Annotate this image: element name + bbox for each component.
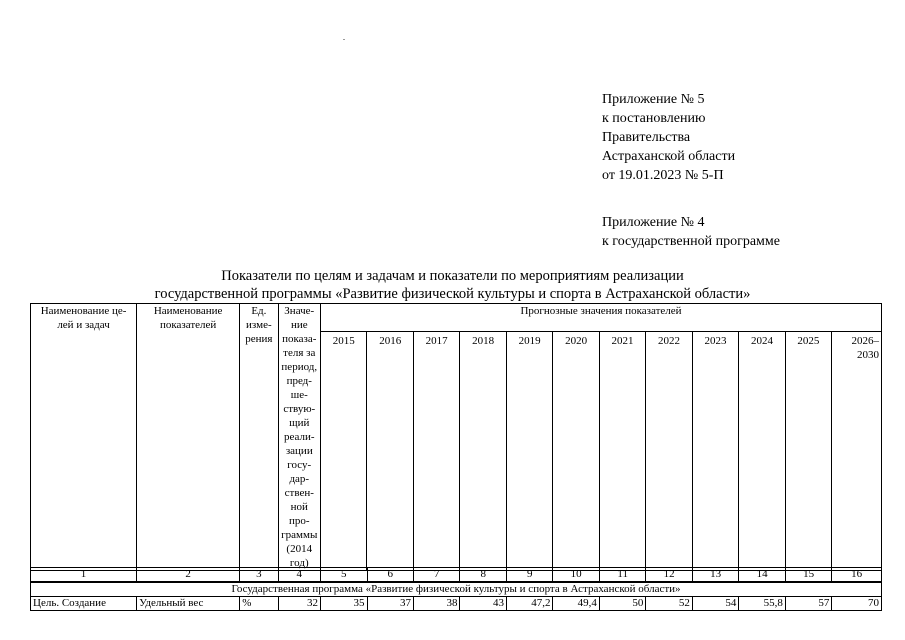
document-title-line-2: государственной программы «Развитие физической культуры и спорта в Астраханской области»: [154, 286, 751, 302]
header-year: 2022: [646, 332, 692, 571]
column-number: 11: [599, 568, 645, 582]
header-year: 2025: [785, 332, 831, 571]
column-number: 4: [278, 568, 320, 582]
header-unit: Ед. изме- рения: [240, 304, 278, 571]
header-year: 2018: [460, 332, 506, 571]
appendix-5-line: Астраханской области: [602, 149, 736, 164]
row-value: 54: [692, 597, 738, 611]
row-value: 50: [599, 597, 645, 611]
row-goal: Цель. Создание: [31, 597, 137, 611]
header-forecast: Прогнозные значения показателей: [320, 304, 881, 332]
program-row-title: Государственная программа «Развитие физической культуры и спорта в Астраханской области»: [31, 583, 882, 597]
header-year: 2019: [506, 332, 552, 571]
column-number: 6: [367, 568, 413, 582]
header-base-value: Значе- ние показа- теля за период, пред- ше- ствую- щий реали- зации госу- дар- ствен- ной про- граммы (2014 год): [278, 304, 320, 571]
row-value: 43: [460, 597, 506, 611]
header-year: 2016: [367, 332, 413, 571]
column-number: 9: [506, 568, 552, 582]
column-number: 13: [692, 568, 738, 582]
appendix-5-line: Правительства: [602, 130, 691, 145]
row-value: 32: [278, 597, 320, 611]
column-number: 15: [785, 568, 831, 582]
header-year: 2024: [739, 332, 785, 571]
column-number: 7: [413, 568, 459, 582]
appendix-5-line: Приложение № 5: [602, 92, 705, 107]
header-year: 2020: [553, 332, 599, 571]
header-year: 2021: [599, 332, 645, 571]
column-number: 5: [321, 568, 367, 582]
column-number: 10: [553, 568, 599, 582]
row-value: 47,2: [506, 597, 552, 611]
row-value: 37: [367, 597, 413, 611]
header-year: 2015: [320, 332, 366, 571]
appendix-4-line: к государственной программе: [602, 234, 780, 249]
row-indicator: Удельный вес: [137, 597, 240, 611]
appendix-4-block: [602, 213, 780, 251]
row-value: 52: [646, 597, 692, 611]
header-year: 2026– 2030: [832, 332, 882, 571]
row-value: 70: [832, 597, 882, 611]
table-row: [31, 597, 882, 611]
row-value: 38: [413, 597, 459, 611]
column-number: 1: [31, 568, 137, 582]
column-number: 16: [832, 568, 882, 582]
row-value: 57: [785, 597, 831, 611]
scan-speck: [343, 39, 345, 40]
appendix-4-line: Приложение № 4: [602, 215, 705, 230]
data-row-table: [30, 596, 882, 611]
row-value: 49,4: [553, 597, 599, 611]
indicators-header-table: [30, 303, 882, 571]
column-number: 2: [137, 568, 240, 582]
header-year: 2023: [692, 332, 738, 571]
column-number: 14: [739, 568, 785, 582]
appendix-5-line: к постановлению: [602, 111, 706, 126]
column-number: 3: [240, 568, 278, 582]
row-unit: %: [240, 597, 278, 611]
appendix-5-line: от 19.01.2023 № 5-П: [602, 168, 724, 183]
column-number-row: [30, 567, 882, 582]
header-goals: Наименование це- лей и задач: [31, 304, 137, 571]
appendix-5-block: [602, 90, 735, 185]
column-number: 12: [646, 568, 692, 582]
column-number: 8: [460, 568, 506, 582]
row-value: 35: [321, 597, 367, 611]
document-title-line-1: Показатели по целям и задачам и показатели по мероприятиям реализации: [221, 268, 684, 284]
header-indicators: Наименование показателей: [137, 304, 240, 571]
row-value: 55,8: [739, 597, 785, 611]
header-year: 2017: [413, 332, 459, 571]
program-row-table: [30, 582, 882, 597]
